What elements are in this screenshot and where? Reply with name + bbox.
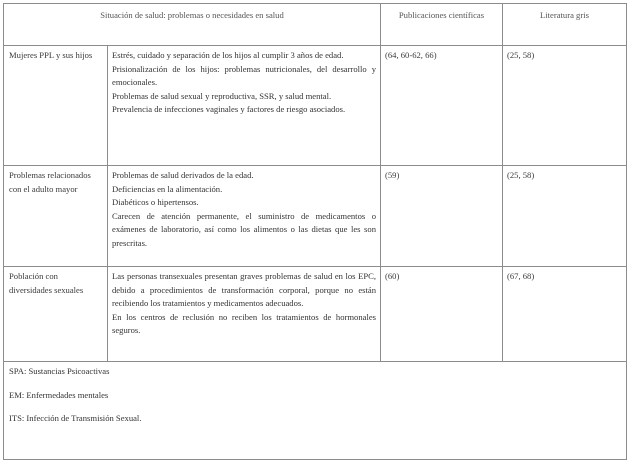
table-header-row xyxy=(4,4,627,46)
note-line: SPA: Sustancias Psicoactivas xyxy=(9,366,110,376)
note-line: ITS: Infección de Transmisión Sexual. xyxy=(9,413,142,423)
description-item: Prevalencia de infecciones vaginales y factores de riesgo asociados. xyxy=(112,104,346,115)
table-row xyxy=(4,46,627,166)
description-item: En los centros de reclusión no reciben los tratamientos de hormonales seguros. xyxy=(112,311,376,336)
description-item: Estrés, cuidado y separación de los hijos al cumplir 3 años de edad. xyxy=(112,50,344,60)
description-item: Diabéticos o hipertensos. xyxy=(112,197,199,208)
description-item: Deficiencias en la alimentación. xyxy=(112,183,223,194)
row-description xyxy=(108,46,381,166)
table-row xyxy=(4,267,627,362)
row-publicaciones: (59) xyxy=(381,166,503,267)
header-situacion: Situación de salud: problemas o necesidades en salud xyxy=(4,4,381,46)
header-literatura: Literatura gris xyxy=(503,4,627,46)
row-category: Población con diversidades sexuales xyxy=(4,267,108,362)
row-literatura: (67, 68) xyxy=(503,267,627,362)
abbreviation-notes xyxy=(4,362,627,460)
row-category: Problemas relacionados con el adulto mayor xyxy=(4,166,108,267)
row-publicaciones: (60) xyxy=(381,267,503,362)
table-row xyxy=(4,166,627,267)
description-item: Carecen de atención permanente, el suministro de medicamentos o exámenes de laboratorio, así como los alimentos o las dietas que les son prescritas. xyxy=(112,210,376,248)
row-literatura: (25, 58) xyxy=(503,46,627,166)
health-situation-table xyxy=(3,3,627,460)
description-item: Prisionalización de los hijos: problemas nutricionales, del desarrollo y emocionales. xyxy=(112,63,376,88)
row-literatura: (25, 58) xyxy=(503,166,627,267)
description-item: Problemas de salud sexual y reproductiva, SSR, y salud mental. xyxy=(112,90,332,101)
row-description xyxy=(108,267,381,362)
row-description xyxy=(108,166,381,267)
description-item: Las personas transexuales presentan graves problemas de salud en los EPC, debido a procedimientos de transformación corporal, porque no están recibiendo los tratamientos y medicamentos adecuados. xyxy=(112,271,376,309)
row-publicaciones: (64, 60-62, 66) xyxy=(381,46,503,166)
notes-row xyxy=(4,362,627,460)
row-category: Mujeres PPL y sus hijos xyxy=(4,46,108,166)
note-line: EM: Enfermedades mentales xyxy=(9,389,109,400)
description-item: Problemas de salud derivados de la edad. xyxy=(112,170,254,180)
header-publicaciones: Publicaciones científicas xyxy=(381,4,503,46)
